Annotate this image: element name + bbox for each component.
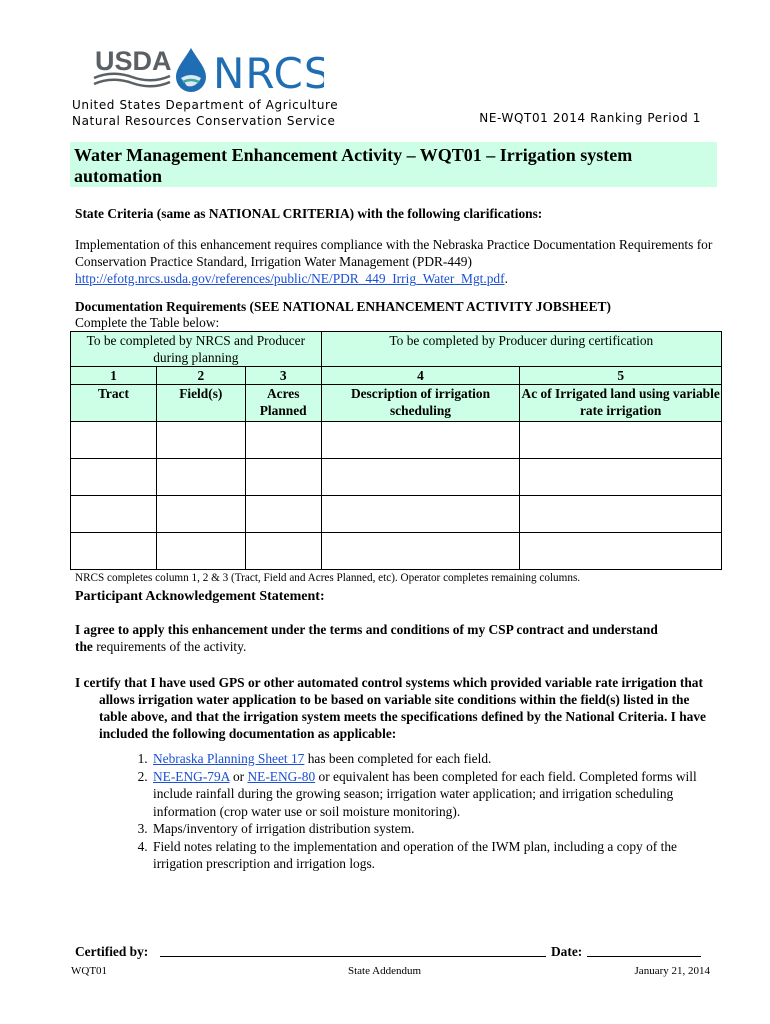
logo-graphic: [92, 44, 324, 96]
table-cell[interactable]: [71, 459, 157, 496]
table-cell[interactable]: [71, 496, 157, 533]
logo-usda-text: USDA: [95, 46, 172, 76]
table-column-label-row: [71, 385, 722, 422]
agree-statement: [75, 621, 675, 655]
certified-by-label: Certified by:: [75, 944, 149, 959]
pdr-449-link[interactable]: http://efotg.nrcs.usda.gov/references/public/NE/PDR_449_Irrig_Water_Mgt.pdf: [75, 271, 505, 286]
column-number: 4: [321, 367, 520, 385]
group-header-planning: To be completed by NRCS and Producer during planning: [71, 332, 322, 367]
planning-sheet-17-link[interactable]: Nebraska Planning Sheet 17: [153, 751, 305, 766]
column-label-tract: Tract: [71, 385, 157, 422]
table-cell[interactable]: [156, 533, 245, 570]
table-cell[interactable]: [321, 533, 520, 570]
table-row: [71, 496, 722, 533]
table-row: [71, 422, 722, 459]
agency-line-2: Natural Resources Conservation Service: [72, 114, 336, 128]
table-cell[interactable]: [321, 459, 520, 496]
table-cell[interactable]: [520, 459, 722, 496]
table-cell[interactable]: [245, 533, 321, 570]
table-cell[interactable]: [156, 496, 245, 533]
logo-nrcs-text: NRCS: [213, 49, 324, 96]
documentation-list: [113, 750, 721, 873]
documentation-table: [70, 331, 722, 570]
table-cell[interactable]: [321, 496, 520, 533]
date-label: Date:: [551, 944, 583, 959]
table-column-number-row: [71, 367, 722, 385]
column-number: 1: [71, 367, 157, 385]
table-row: [71, 459, 722, 496]
footer-code: WQT01: [71, 965, 108, 977]
footer-title: State Addendum: [348, 965, 422, 977]
list-item-text: or equivalent has been completed for each field. Completed forms will include rainfall during the growing season; irrigation water application; and irrigation scheduling information (crop water use or soil moisture monitoring).: [153, 768, 697, 819]
table-cell[interactable]: [245, 496, 321, 533]
date-line[interactable]: [587, 956, 701, 957]
list-item: 3. Maps/inventory of irrigation distribution system.: [151, 820, 721, 838]
agency-line-1: United States Department of Agriculture: [72, 98, 339, 112]
column-number: 2: [156, 367, 245, 385]
column-number: 3: [245, 367, 321, 385]
table-cell[interactable]: [520, 533, 722, 570]
column-label-fields: Field(s): [156, 385, 245, 422]
usda-nrcs-logo: [92, 44, 324, 96]
table-note: NRCS completes column 1, 2 & 3 (Tract, Field and Acres Planned, etc). Operator completes remaining columns.: [75, 572, 581, 584]
acknowledgement-heading: Participant Acknowledgement Statement:: [75, 589, 325, 604]
table-group-header-row: [71, 332, 722, 367]
list-item-text: or: [229, 768, 248, 784]
list-item: [151, 750, 721, 768]
table-cell[interactable]: [245, 422, 321, 459]
list-item: [151, 768, 721, 821]
agree-statement-bold: I agree to apply this enhancement under the terms and conditions of my CSP contract and understand the: [75, 622, 658, 654]
implementation-text: Implementation of this enhancement requires compliance with the Nebraska Practice Documentation Requirements for Conservation Practice Standard, Irrigation Water Management (PDR-449): [75, 237, 713, 269]
certified-by-signature-line[interactable]: [160, 956, 546, 957]
table-cell[interactable]: [156, 459, 245, 496]
documentation-instruction: Complete the Table below:: [75, 315, 220, 330]
documentation-heading: Documentation Requirements (SEE NATIONAL ENHANCEMENT ACTIVITY JOBSHEET): [75, 299, 611, 314]
list-item: 4. Field notes relating to the implementation and operation of the IWM plan, including a copy of the irrigation prescription and irrigation logs.: [151, 838, 721, 873]
agency-name: [72, 97, 338, 129]
table-cell[interactable]: [520, 422, 722, 459]
ne-eng-79a-link[interactable]: NE-ENG-79A: [153, 768, 230, 784]
column-label-irrigation-scheduling: Description of irrigation scheduling: [321, 385, 520, 422]
table-cell[interactable]: [321, 422, 520, 459]
group-header-certification: To be completed by Producer during certification: [321, 332, 721, 367]
column-label-variable-rate-acres: Ac of Irrigated land using variable rate irrigation: [520, 385, 722, 422]
list-item-text: has been completed for each field.: [304, 751, 492, 766]
ne-eng-80-link[interactable]: NE-ENG-80: [247, 768, 316, 784]
table-cell[interactable]: [156, 422, 245, 459]
column-label-acres-planned: Acres Planned: [245, 385, 321, 422]
state-criteria-heading: State Criteria (same as NATIONAL CRITERIA) with the following clarifications:: [75, 206, 543, 221]
document-title: Water Management Enhancement Activity – WQT01 – Irrigation system automation: [70, 142, 717, 187]
table-row: [71, 533, 722, 570]
column-number: 5: [520, 367, 722, 385]
table-cell[interactable]: [520, 496, 722, 533]
ranking-period: NE-WQT01 2014 Ranking Period 1: [479, 111, 701, 125]
implementation-paragraph: [75, 236, 715, 287]
table-cell[interactable]: [71, 533, 157, 570]
footer-date: January 21, 2014: [634, 965, 710, 977]
implementation-period: .: [504, 271, 508, 286]
certify-statement: I certify that I have used GPS or other automated control systems which provided variable rate irrigation that allows irrigation water application to be based on variable site conditions within the field(s) listed in the table above, and that the irrigation system meets the specifications defined by the National Criteria. I have included the following documentation as applicable:: [75, 675, 706, 741]
table-cell[interactable]: [71, 422, 157, 459]
table-cell[interactable]: [245, 459, 321, 496]
agree-statement-rest: requirements of the activity.: [92, 639, 247, 654]
